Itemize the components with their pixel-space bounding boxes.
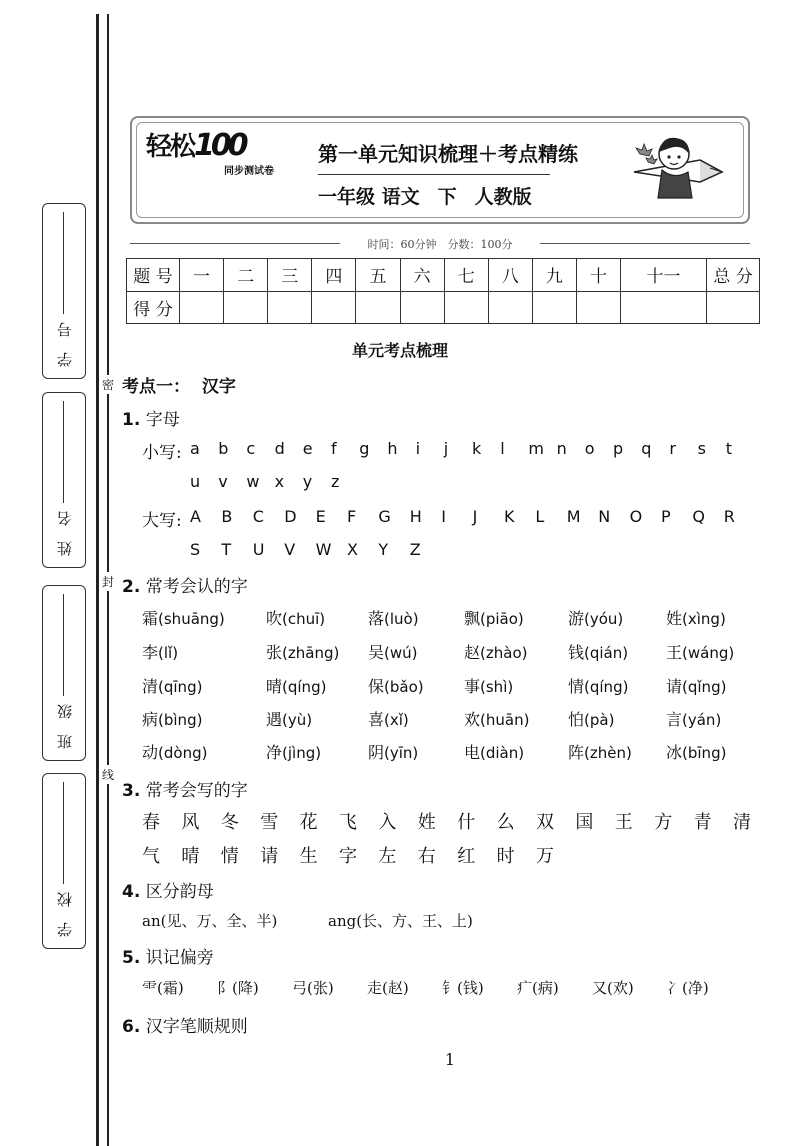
recognize-char: 赵(zhào) — [464, 643, 528, 662]
recognize-char: 落(luò) — [368, 609, 419, 628]
cartoon-kid-pen-illustration — [630, 132, 730, 210]
item-2-heading: 2. 常考会认的字 — [122, 577, 248, 597]
uppercase-letter: P — [661, 507, 671, 526]
school-line[interactable] — [63, 782, 64, 884]
write-char: 入 — [378, 812, 397, 833]
recognize-char: 情(qíng) — [568, 677, 629, 696]
score-input-cell[interactable] — [268, 291, 312, 324]
uppercase-letter: M — [566, 507, 581, 526]
uppercase-letter: Z — [409, 540, 421, 559]
score-input-cell[interactable] — [532, 291, 576, 324]
recognize-char: 保(bǎo) — [368, 677, 424, 696]
page-number: 1 — [444, 1050, 456, 1069]
seal-mark-feng: 封 — [102, 572, 114, 591]
score-cell: 九 — [532, 259, 576, 292]
lowercase-letter: e — [302, 439, 313, 458]
student-number-line[interactable] — [63, 212, 64, 314]
lowercase-letter: n — [556, 439, 567, 458]
score-cell: 二 — [224, 259, 268, 292]
score-cell: 五 — [356, 259, 400, 292]
lowercase-letter: d — [274, 439, 285, 458]
write-char: 雪 — [260, 812, 279, 833]
write-char: 生 — [299, 846, 318, 867]
write-char: 冬 — [220, 812, 239, 833]
recognize-char: 遇(yù) — [266, 710, 313, 729]
recognize-char: 吴(wú) — [368, 643, 418, 662]
radical-item: 疒(病) — [517, 979, 559, 997]
uppercase-letter: Q — [692, 507, 705, 526]
recognize-char: 阵(zhèn) — [568, 743, 632, 762]
item-1-heading: 1. 字母 — [122, 410, 180, 430]
uppercase-letter: C — [252, 507, 264, 526]
header-banner — [130, 116, 750, 224]
score-cell: 题 号 — [127, 259, 180, 292]
kaodian-heading: 考点一： 汉字 — [122, 377, 236, 397]
uppercase-letter: Y — [378, 540, 389, 559]
write-char: 姓 — [417, 812, 436, 833]
write-char: 时 — [496, 846, 515, 867]
recognize-char: 游(yóu) — [568, 609, 624, 628]
recognize-char: 言(yán) — [666, 710, 722, 729]
lowercase-letter: k — [472, 439, 482, 458]
score-input-cell[interactable] — [576, 291, 620, 324]
uppercase-letter: L — [535, 507, 545, 526]
radical-item: 冫(净) — [667, 979, 709, 997]
write-char: 风 — [181, 812, 200, 833]
write-char: 花 — [299, 812, 318, 833]
score-input-cell[interactable] — [444, 291, 488, 324]
school-box — [42, 773, 86, 949]
radical-item: 又(欢) — [592, 979, 634, 997]
recognize-char: 飘(piāo) — [464, 609, 524, 628]
binding-line-thick — [96, 14, 99, 1146]
recognize-char: 冰(bīng) — [666, 743, 727, 762]
write-char: 左 — [378, 846, 397, 867]
write-char: 万 — [536, 846, 554, 867]
lowercase-letter: b — [218, 439, 229, 458]
class-line[interactable] — [63, 594, 64, 696]
item-4-heading: 4. 区分韵母 — [122, 882, 214, 902]
recognize-char: 王(wáng) — [666, 643, 735, 662]
lowercase-letter: g — [359, 439, 370, 458]
item-6-heading: 6. 汉字笔顺规则 — [122, 1017, 248, 1037]
write-char: 双 — [536, 812, 554, 833]
lowercase-letter: u — [190, 472, 201, 491]
score-cell: 十一 — [621, 259, 707, 292]
score-cell: 四 — [312, 259, 356, 292]
write-char: 气 — [142, 846, 160, 867]
lowercase-letter: x — [274, 472, 285, 491]
lowercase-letter: v — [218, 472, 228, 491]
score-cell: 三 — [268, 259, 312, 292]
write-char: 飞 — [339, 812, 357, 833]
score-cell: 八 — [488, 259, 532, 292]
radical-item: 走(赵) — [367, 979, 409, 997]
school-label: 学 校 — [56, 892, 74, 937]
write-char: 右 — [417, 846, 436, 867]
uppercase-letter: F — [347, 507, 357, 526]
page-subtitle: 一年级 语文 下 人教版 — [318, 186, 532, 208]
lowercase-letter: h — [387, 439, 398, 458]
lowercase-letter: o — [584, 439, 595, 458]
recognize-char: 怕(pà) — [568, 710, 615, 729]
write-char: 请 — [260, 846, 279, 867]
section-title: 单元考点梳理 — [351, 341, 448, 360]
score-cell: 七 — [444, 259, 488, 292]
lowercase-letter: c — [246, 439, 256, 458]
item-3-heading: 3. 常考会写的字 — [122, 781, 248, 801]
recognize-char: 清(qīng) — [142, 677, 203, 696]
radical-item: 弓(张) — [292, 979, 334, 997]
score-input-cell[interactable] — [356, 291, 400, 324]
score-cell: 一 — [180, 259, 224, 292]
write-char: 青 — [693, 812, 712, 833]
recognize-char: 动(dòng) — [142, 743, 208, 762]
recognize-char: 事(shì) — [464, 677, 514, 696]
score-input-cell[interactable] — [224, 291, 268, 324]
uppercase-letter: G — [378, 507, 391, 526]
uppercase-letter: R — [723, 507, 735, 526]
page-title: 第一单元知识梳理＋考点精练 — [318, 142, 578, 166]
lowercase-letter: s — [697, 439, 706, 458]
student-name-line[interactable] — [63, 401, 64, 503]
uppercase-letter: S — [190, 540, 201, 559]
recognize-char: 病(bìng) — [142, 710, 203, 729]
recognize-char: 钱(qián) — [568, 643, 629, 662]
student-name-box — [42, 392, 86, 568]
time-score-info: 时间：60分钟 分数：100分 — [130, 236, 750, 250]
brand-logo-sub: 同步测试卷 — [224, 166, 274, 177]
score-cell: 十 — [576, 259, 620, 292]
final-ang: ang(长、方、王、上) — [328, 912, 473, 930]
uppercase-letter: H — [409, 507, 422, 526]
class-box — [42, 585, 86, 761]
score-input-cell[interactable] — [312, 291, 356, 324]
score-cell: 六 — [400, 259, 444, 292]
lowercase-letter: m — [528, 439, 544, 458]
recognize-char: 阴(yīn) — [368, 743, 419, 762]
recognize-char: 张(zhāng) — [266, 643, 340, 662]
lowercase-letter: y — [302, 472, 313, 491]
student-name-label: 姓 名 — [56, 511, 74, 556]
recognize-char: 请(qǐng) — [666, 677, 727, 696]
lowercase-letter: w — [246, 472, 260, 491]
write-char: 什 — [457, 812, 476, 833]
score-table-score-row — [127, 291, 760, 324]
write-char: 字 — [339, 846, 357, 867]
seal-mark-mi: 密 — [102, 375, 114, 394]
uppercase-letter: D — [284, 507, 297, 526]
uppercase-letter: A — [190, 507, 201, 526]
lowercase-letter: a — [190, 439, 200, 458]
score-cell: 得 分 — [127, 291, 180, 324]
uppercase-letter: K — [504, 507, 515, 526]
score-input-cell[interactable] — [707, 291, 760, 324]
write-char: 方 — [654, 812, 673, 833]
uppercase-letter: B — [221, 507, 233, 526]
radical-item: 钅(钱) — [442, 979, 484, 997]
lowercase-letter: l — [500, 439, 505, 458]
uppercase-letter: O — [629, 507, 643, 526]
recognize-char: 欢(huān) — [464, 710, 530, 729]
score-table — [126, 258, 760, 324]
recognize-char: 李(lǐ) — [142, 643, 179, 662]
score-input-cell[interactable] — [180, 291, 224, 324]
uppercase-letter: E — [315, 507, 326, 526]
lowercase-letter: r — [669, 439, 676, 458]
write-char: 么 — [496, 812, 515, 833]
uppercase-letter: N — [598, 507, 611, 526]
radical-item: 阝(降) — [217, 979, 259, 997]
score-input-cell[interactable] — [488, 291, 532, 324]
class-label: 班 级 — [56, 704, 74, 749]
lowercase-letter: q — [641, 439, 652, 458]
student-number-label: 学 号 — [56, 322, 74, 367]
write-char: 国 — [575, 812, 594, 833]
recognize-char: 霜(shuāng) — [142, 609, 225, 628]
score-input-cell[interactable] — [400, 291, 444, 324]
recognize-char: 净(jìng) — [266, 743, 322, 762]
radical-item: ⻗(霜) — [142, 979, 184, 997]
lowercase-label: 小写: — [142, 443, 182, 463]
brand-logo: 轻松100 同步测试卷 — [146, 128, 274, 177]
write-char: 晴 — [181, 846, 200, 867]
write-char: 情 — [220, 846, 239, 867]
lowercase-letter: z — [331, 472, 340, 491]
lowercase-letter: f — [331, 439, 337, 458]
write-char: 清 — [733, 812, 751, 833]
recognize-char: 晴(qíng) — [266, 677, 327, 696]
score-cell: 总 分 — [707, 259, 760, 292]
recognize-char: 姓(xìng) — [666, 609, 726, 628]
uppercase-letter: U — [252, 540, 265, 559]
write-char: 红 — [457, 846, 476, 867]
lowercase-letter: j — [443, 439, 449, 458]
uppercase-letter: W — [315, 540, 332, 559]
final-an: an(见、万、全、半) — [142, 912, 278, 930]
uppercase-letter: X — [347, 540, 358, 559]
uppercase-letter: V — [284, 540, 296, 559]
uppercase-label: 大写: — [142, 511, 182, 531]
uppercase-letter: J — [472, 507, 478, 526]
lowercase-letter: i — [415, 439, 421, 458]
item-5-heading: 5. 识记偏旁 — [122, 948, 214, 968]
uppercase-letter: T — [221, 540, 232, 559]
write-char: 春 — [142, 812, 160, 833]
recognize-char: 吹(chuī) — [266, 609, 326, 628]
seal-mark-xian: 线 — [102, 765, 114, 784]
uppercase-letter: I — [441, 507, 446, 526]
recognize-char: 喜(xǐ) — [368, 710, 409, 729]
write-char: 王 — [614, 812, 633, 833]
lowercase-letter: p — [613, 439, 624, 458]
recognize-char: 电(diàn) — [464, 743, 525, 762]
score-table-header-row — [127, 259, 760, 292]
score-input-cell[interactable] — [621, 291, 707, 324]
lowercase-letter: t — [725, 439, 733, 458]
